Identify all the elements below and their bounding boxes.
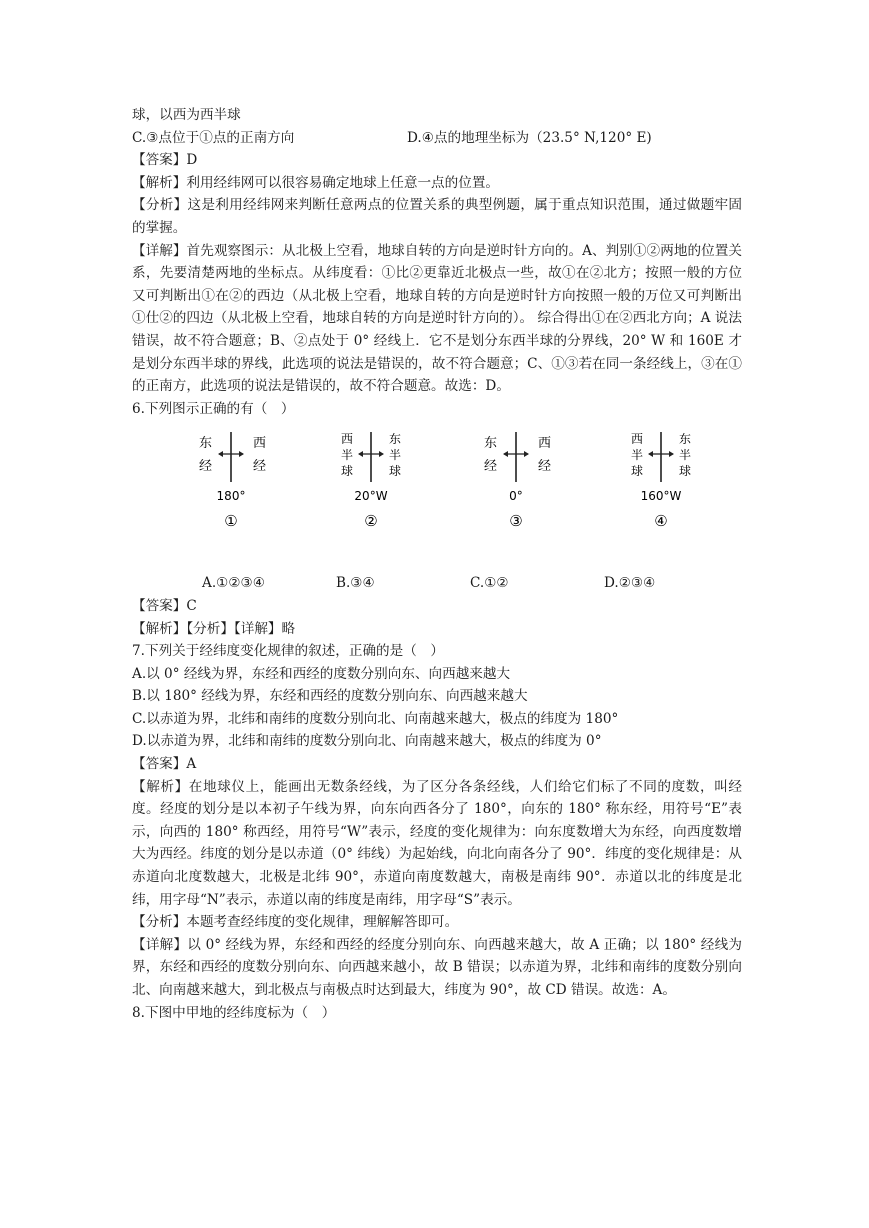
fig2-number: ② xyxy=(364,512,378,531)
q6-option-c: C.①② xyxy=(470,575,509,592)
q5-xiangjie: 【详解】首先观察图示：从北极上空看，地球自转的方向是逆时针方向的。A、判别①②两地的位置关系，先要清楚两地的坐标点。从纬度看：①比②更靠近北极点一些，故①在②北方；按照一般的方位又可判断出①在②的西边（从北极上空看，地球自转的方向是逆时针方向按照一般的万位又可判断出①仕②的四边（从北极上空看，地球自转的方向是逆时针方向的）。 综合得出①在②西北方向；A 说法错误，故不符合题意；B、②点处于 0° 经线上．它不是划分东西半球的分界线，20° W 和 160E 才是划分东西半球的界线，此选项的说法是错误的，故不符合题意；C、①③若在同一条经线上，③在①的正南方，此选项的说法是错误的，故不符合题意。故选：D。 xyxy=(132,242,742,395)
fig1-right-top: 西 xyxy=(253,436,267,452)
q5-answer: 【答案】D xyxy=(132,152,198,169)
q8-stem: 8.下图中甲地的经纬度标为（ ） xyxy=(132,1004,336,1021)
fig2-left-1: 西 xyxy=(341,432,354,447)
fig3-number: ③ xyxy=(509,512,523,531)
q5-jiexi: 【解析】利用经纬网可以很容易确定地球上任意一点的位置。 xyxy=(132,174,500,191)
fig2-degree: 20°W xyxy=(354,489,388,504)
text-line: 球，以西为西半球 xyxy=(132,107,241,123)
document-page xyxy=(132,104,742,1024)
q7-xiangjie: 【详解】以 0° 经线为界，东经和西经的经度分别向东、向西越来越大，故 A 正确；以 180° 经线为界，东经和西经的度数分别向东、向西越来越小，故 B 错误；以赤道为界，北纬和南纬的度数分别向北、向南越来越大，到北极点与南极点时达到最大，纬度为 90°，故 CD 错误。故选：A。 xyxy=(132,936,742,998)
fig4-right-2: 半 xyxy=(679,448,692,463)
fig1-left-top: 东 xyxy=(199,436,213,452)
fig2-right-2: 半 xyxy=(389,448,402,463)
q5-option-d: D.④点的地理坐标为（23.5° N,120° E) xyxy=(407,129,652,146)
q5-fenxi: 【分析】这是利用经纬网来判断任意两点的位置关系的典型例题，属于重点知识范围，通过做题牢固的掌握。 xyxy=(132,197,742,236)
figure-1 xyxy=(187,430,287,550)
fig2-left-3: 球 xyxy=(341,464,354,479)
fig4-left-1: 西 xyxy=(631,432,644,447)
fig4-right-3: 球 xyxy=(679,464,692,479)
fig4-degree: 160°W xyxy=(640,489,682,504)
fig2-right-3: 球 xyxy=(389,464,402,479)
q6-option-b: B.③④ xyxy=(336,575,375,592)
figure-3 xyxy=(472,430,572,550)
q7-jiexi: 【解析】在地球仪上，能画出无数条经线，为了区分各条经线，人们给它们标了不同的度数，叫经度。经度的划分是以本初子午线为界，向东向西各分了 180°，向东的 180° 称东经，用符号“E”表示，向西的 180° 称西经，用符号“W”表示，经度的变化规律为：向东度数增大为东经，向西度数增大为西经。纬度的划分是以赤道（0° 纬线）为起始线，向北向南各分了 90°．纬度的变化规律是：从赤道向北度数越大，北极是北纬 90°，赤道向南度数越大，南极是南纬 90°．赤道以北的纬度是北纬，用字母“N”表示，赤道以南的纬度是南纬，用字母“S”表示。 xyxy=(132,778,742,908)
fig4-left-2: 半 xyxy=(631,448,644,463)
q7-stem: 7.下列关于经纬度变化规律的叙述，正确的是（ ） xyxy=(132,643,445,660)
q5-options-cd xyxy=(132,127,742,150)
fig1-degree: 180° xyxy=(216,489,246,504)
fig3-right-top: 西 xyxy=(538,436,552,452)
fig4-left-3: 球 xyxy=(631,464,644,479)
meridian-diagram-4 xyxy=(617,430,717,550)
q7-answer: 【答案】A xyxy=(132,756,197,773)
fig3-right-bottom: 经 xyxy=(538,459,552,475)
fig2-right-1: 东 xyxy=(389,432,402,447)
fig4-number: ④ xyxy=(654,512,668,531)
q6-option-d: D.②③④ xyxy=(604,575,656,592)
fig3-left-bottom: 经 xyxy=(484,459,498,475)
fig4-right-1: 东 xyxy=(679,432,692,447)
q7-fenxi: 【分析】本题考查经纬度的变化规律，理解解答即可。 xyxy=(132,914,459,931)
meridian-diagram-2 xyxy=(327,430,427,550)
q6-figures xyxy=(132,420,742,572)
fig3-degree: 0° xyxy=(509,489,523,504)
fig2-left-2: 半 xyxy=(341,448,354,463)
q7-option-c: C.以赤道为界，北纬和南纬的度数分别向北、向南越来越大，极点的纬度为 180° xyxy=(132,710,619,727)
fig1-number: ① xyxy=(224,512,238,531)
q6-option-a: A.①②③④ xyxy=(202,575,265,592)
meridian-diagram-1 xyxy=(187,430,287,550)
q7-option-d: D.以赤道为界，北纬和南纬的度数分别向北、向南越来越大，极点的纬度为 0° xyxy=(132,733,602,750)
q6-jiexi: 【解析】【分析】【详解】略 xyxy=(132,620,296,637)
q7-option-b: B.以 180° 经线为界，东经和西经的度数分别向东、向西越来越大 xyxy=(132,688,528,705)
q6-answer: 【答案】C xyxy=(132,597,197,614)
figure-4 xyxy=(617,430,717,550)
fig3-left-top: 东 xyxy=(484,436,498,452)
fig1-right-bottom: 经 xyxy=(253,459,267,475)
q6-options xyxy=(132,572,742,595)
q5-option-c: C.③点位于①点的正南方向 xyxy=(132,129,295,146)
q6-stem: 6.下列图示正确的有（ ） xyxy=(132,400,295,417)
figure-2 xyxy=(327,430,427,550)
fig1-left-bottom: 经 xyxy=(199,459,213,475)
q7-option-a: A.以 0° 经线为界，东经和西经的度数分别向东、向西越来越大 xyxy=(132,665,511,682)
meridian-diagram-3 xyxy=(472,430,572,550)
